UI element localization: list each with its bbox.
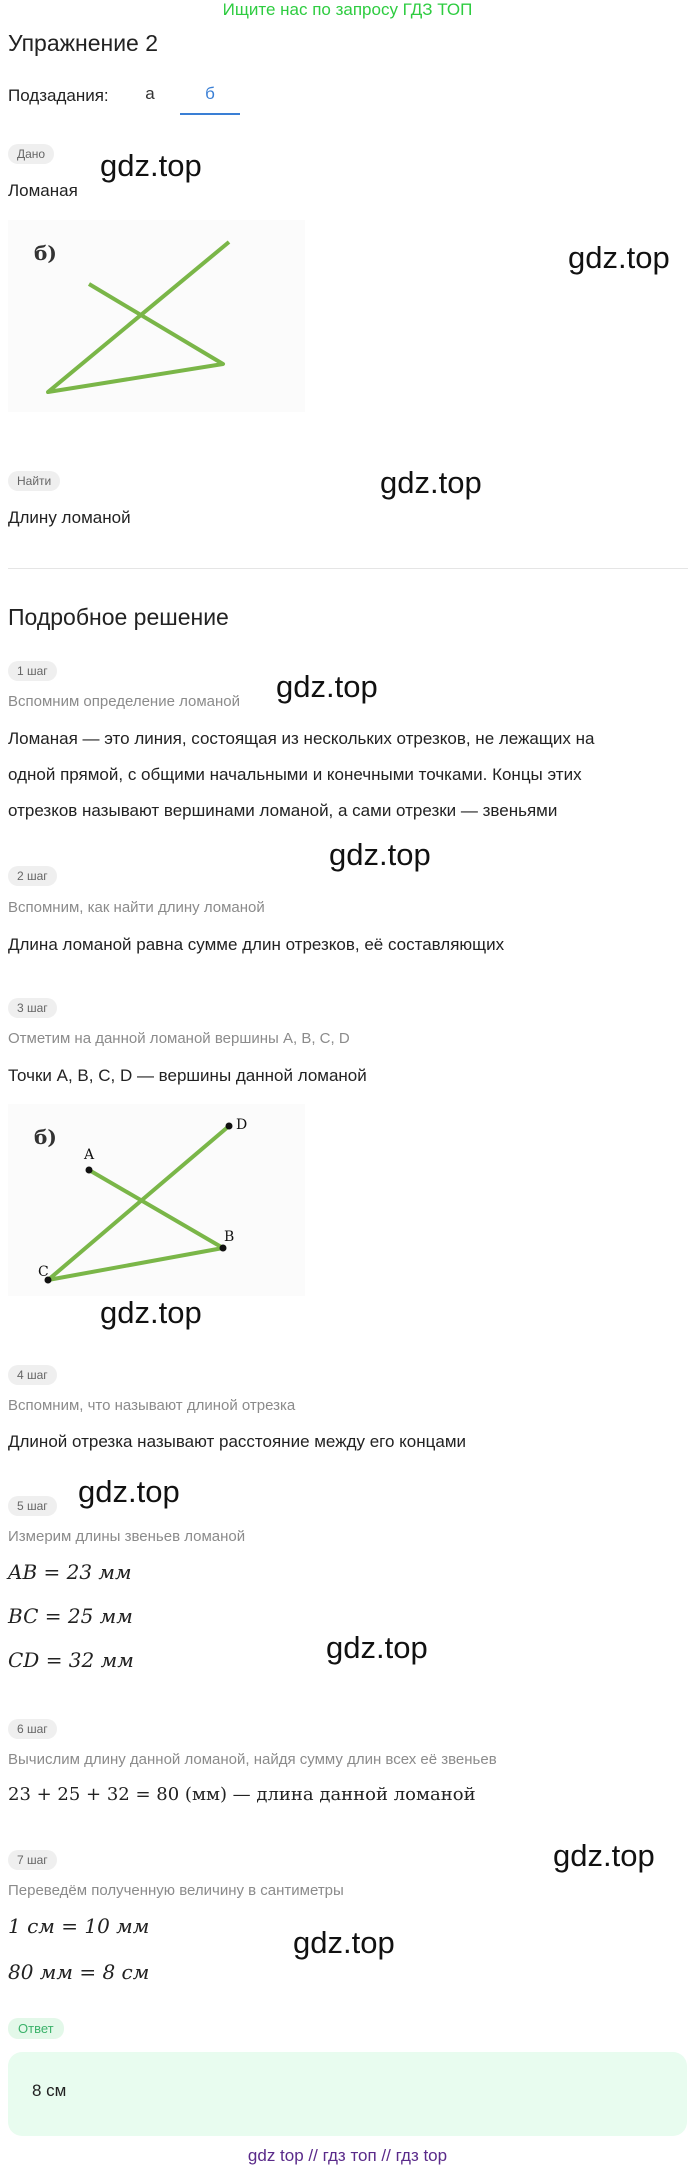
conversion-1cm: 1 см = 10 мм xyxy=(8,1914,150,1938)
step-hint: Вспомним, как найти длину ломаной xyxy=(8,899,265,916)
figure-label: б) xyxy=(34,241,57,265)
step-hint: Переведём полученную величину в сантиметры xyxy=(8,1882,344,1899)
polyline-shape xyxy=(48,242,229,392)
step-text: одной прямой, с общими начальными и конечными точками. Концы этих xyxy=(8,765,582,784)
exercise-title: Упражнение 2 xyxy=(8,30,159,56)
step-chip: 4 шаг xyxy=(8,1365,57,1385)
step-text: Длиной отрезка называют расстояние между его концами xyxy=(8,1432,467,1451)
figure-label: б) xyxy=(34,1125,57,1149)
answer-chip: Ответ xyxy=(8,2018,64,2039)
subtask-tab-a[interactable]: а xyxy=(145,84,155,103)
section-divider xyxy=(8,568,688,569)
vertex-b xyxy=(220,1245,227,1252)
vertex-label-c: C xyxy=(38,1264,49,1280)
polyline-figure-vertices xyxy=(8,1104,305,1296)
step-hint: Измерим длины звеньев ломаной xyxy=(8,1528,246,1545)
step-chip: 7 шаг xyxy=(8,1850,57,1870)
given-text: Ломаная xyxy=(8,181,78,200)
measurement-bc: BC = 25 мм xyxy=(8,1604,133,1628)
step-hint: Вспомним, что называют длиной отрезка xyxy=(8,1397,296,1414)
watermark: gdz.top xyxy=(568,240,670,275)
footer-links[interactable]: gdz top // гдз топ // гдз top xyxy=(247,2146,448,2165)
vertex-label-b: B xyxy=(224,1229,235,1245)
measurement-cd: CD = 32 мм xyxy=(8,1648,134,1672)
step-hint: Отметим на данной ломаной вершины A, B, C, D xyxy=(8,1030,350,1047)
given-chip: Дано xyxy=(8,144,54,164)
polyline-shape xyxy=(48,1126,229,1280)
answer-text: 8 см xyxy=(32,2081,67,2100)
vertex-label-d: D xyxy=(236,1117,248,1133)
polyline-figure-given xyxy=(8,220,305,412)
step-hint: Вычислим длину данной ломаной, найдя сумму длин всех её звеньев xyxy=(8,1751,497,1768)
subtask-tab-b[interactable]: б xyxy=(205,84,215,103)
vertex-a xyxy=(86,1167,93,1174)
measurement-ab: AB = 23 мм xyxy=(8,1560,132,1584)
watermark: gdz.top xyxy=(553,1838,655,1873)
vertex-d xyxy=(226,1123,233,1130)
step-chip: 2 шаг xyxy=(8,866,57,886)
watermark: gdz.top xyxy=(326,1630,428,1665)
step-chip: 1 шаг xyxy=(8,661,57,681)
find-text: Длину ломаной xyxy=(8,508,131,527)
step-text: отрезков называют вершинами ломаной, а сами отрезки — звеньями xyxy=(8,801,558,820)
step-hint: Вспомним определение ломаной xyxy=(8,693,241,710)
sum-equation: 23 + 25 + 32 = 80 (мм) — длина данной ломаной xyxy=(8,1784,476,1805)
watermark: gdz.top xyxy=(329,837,431,872)
step-chip: 6 шаг xyxy=(8,1719,57,1739)
conversion-80mm: 80 мм = 8 см xyxy=(8,1960,150,1984)
active-tab-indicator xyxy=(180,113,240,115)
watermark: gdz.top xyxy=(100,1295,202,1330)
step-text: Точки A, B, C, D — вершины данной ломаной xyxy=(8,1066,367,1085)
watermark: gdz.top xyxy=(380,465,482,500)
watermark: gdz.top xyxy=(78,1474,180,1509)
find-chip: Найти xyxy=(8,471,60,491)
watermark: gdz.top xyxy=(276,669,378,704)
answer-box xyxy=(8,2052,687,2136)
subtasks-label: Подзадания: xyxy=(8,86,109,105)
watermark: gdz.top xyxy=(100,148,202,183)
step-chip: 3 шаг xyxy=(8,998,57,1018)
watermark: gdz.top xyxy=(293,1925,395,1960)
step-text: Ломаная — это линия, состоящая из нескольких отрезков, не лежащих на xyxy=(8,729,595,748)
vertex-label-a: A xyxy=(84,1147,95,1163)
step-chip: 5 шаг xyxy=(8,1496,57,1516)
top-search-link[interactable]: Ищите нас по запросу ГДЗ ТОП xyxy=(222,0,473,19)
step-text: Длина ломаной равна сумме длин отрезков, её составляющих xyxy=(8,935,505,954)
solution-title: Подробное решение xyxy=(8,604,229,630)
